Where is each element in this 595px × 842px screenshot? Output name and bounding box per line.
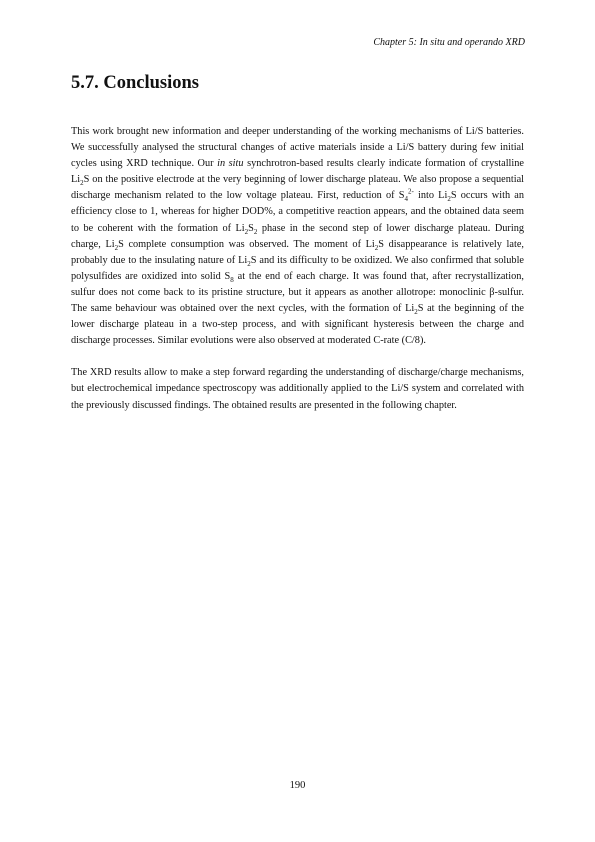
- text-run: phase in the second step of lower discharge plateau. During charge, Li: [71, 222, 524, 250]
- subscript: 2: [447, 195, 451, 204]
- subscript: 2: [374, 243, 379, 252]
- text-run: S occurs with an efficiency close to 1, whereas for higher DOD%, a competitive reaction appears, and the obtained data seem to be coherent with the formation of Li: [71, 190, 524, 234]
- subscript: 2: [80, 179, 84, 188]
- text-run: S disappearance is relatively late, probably due to the insulating nature of Li: [71, 238, 524, 266]
- subscript: 2: [414, 308, 418, 317]
- page-number: 190: [289, 780, 306, 791]
- section-title: 5.7. Conclusions: [71, 73, 199, 93]
- text-run: S at the beginning of the lower discharge plateau in a two-step process, and with significant hysteresis between the charge and discharge processes. Similar evolutions were also observed at moderated C-rate (C/8).: [71, 303, 524, 347]
- subscript: 2: [244, 227, 249, 236]
- subscript: 2: [253, 227, 258, 236]
- superscript: 2-: [407, 187, 414, 196]
- subscript: 2: [247, 259, 251, 268]
- text-run: into Li: [413, 190, 448, 202]
- subscript: 4: [404, 195, 408, 204]
- text-run: synchrotron-based results clearly indicate formation of crystalline Li: [71, 158, 524, 186]
- text-run: S and its difficulty to be oxidized. We also confirmed that soluble polysulfides are oxidized into solid S: [71, 254, 525, 282]
- text-run: S complete consumption was observed. The moment of Li: [118, 238, 375, 250]
- body-text: [71, 124, 524, 430]
- text-run: This work brought new information and deeper understanding of the working mechanisms of Li/S batteries. We successfully analysed the structural changes of active materials inside a Li/S battery during few initial cycles using XRD technique. Our: [71, 126, 524, 170]
- italic-term: in situ: [217, 158, 244, 170]
- subscript: 8: [230, 275, 234, 284]
- subscript: 2: [114, 243, 119, 252]
- paragraph-conclusions-1: [71, 124, 524, 349]
- paragraph-conclusions-2: The XRD results allow to make a step forward regarding the understanding of discharge/charge mechanisms, but electrochemical impedance spectroscopy was additionally applied to the Li/S system and correlated with the previously discussed findings. The obtained results are presented in the following chapter.: [71, 367, 524, 411]
- text-run: S on the positive electrode at the very beginning of lower discharge plateau. We also propose a sequential discharge mechanism related to the low voltage plateau. First, reduction of S: [71, 174, 524, 202]
- text-run: S: [248, 222, 254, 234]
- text-run: at the end of each charge. It was found that, after recrystallization, sulfur does not come back to its pristine structure, but it appears as another allotrope: monoclinic β-sulfur. The same behaviour was obtained over the next cycles, with the formation of Li: [71, 270, 524, 315]
- running-header: Chapter 5: In situ and operando XRD: [373, 37, 525, 48]
